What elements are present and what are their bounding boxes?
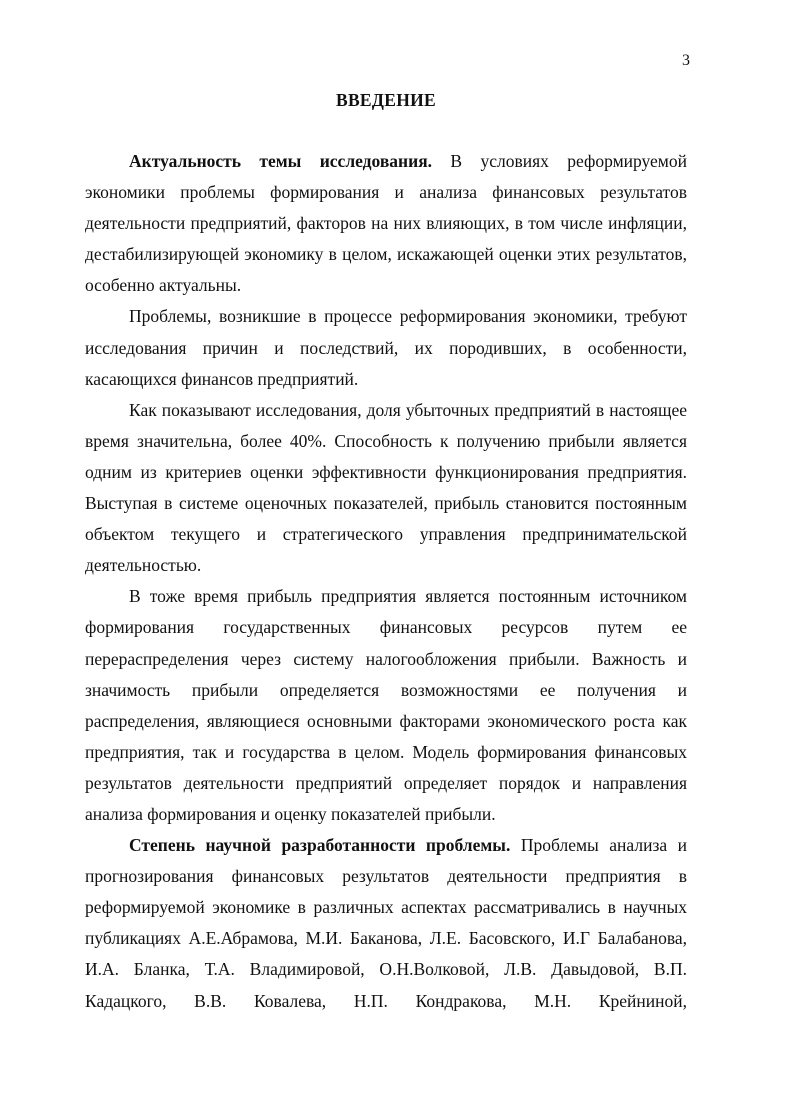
paragraph-text: Проблемы, возникшие в процессе реформирования экономики, требуют исследования причин и последствий, их породивших, в особенности, касающихся финансов предприятий. [85,306,687,389]
paragraph-text: В тоже время прибыль предприятия является постоянным источником формирования государственных финансовых ресурсов путем ее перераспределения через систему налогообложения прибыли. Важность и значимость прибыли определяется возможностями ее получения и распределения, являющиеся основными факторами экономического роста как предприятия, так и государства в целом. Модель формирования финансовых результатов деятельности предприятий определяет порядок и направления анализа формирования и оценку показателей прибыли. [85,586,687,824]
paragraph-lead: Степень научной разработанности проблемы. [129,835,511,856]
page-number: 3 [682,52,690,69]
paragraph-profit [85,581,687,830]
body-text [85,146,687,1017]
paragraph-lead: Актуальность темы исследования. [129,151,433,171]
paragraph-degree-of-study [85,830,687,1017]
page-title: ВВЕДЕНИЕ [335,90,437,110]
paragraph-text: Как показывают исследования, доля убыточных предприятий в настоящее время значительна, более 40%. Способность к получению прибыли является одним из критериев оценки эффективности функционирования предприятия. Выступая в системе оценочных показателей, прибыль становится постоянным объектом текущего и стратегического управления предпринимательской деятельностью. [85,399,687,576]
paragraph-research [85,395,687,582]
paragraph-problems [85,301,687,394]
paragraph-text: В условиях реформируемой экономики проблемы формирования и анализа финансовых результатов деятельности предприятий, факторов на них влияющих, в том числе инфляции, дестабилизирующей экономику в целом, искажающей оценки этих результатов, особенно актуальны. [85,151,687,296]
paragraph-text: Проблемы анализа и прогнозирования финансовых результатов деятельности предприятия в реформируемой экономике в различных аспектах рассматривались в научных публикациях А.Е.Абрамова, М.И. Баканова, Л.Е. Басовского, И.Г Балабанова, И.А. Бланка, Т.А. Владимировой, О.Н.Волковой, Л.В. Давыдовой, В.П. Кадацкого, В.В. Ковалева, Н.П. Кондракова, М.Н. Крейниной, [85,835,687,1011]
paragraph-relevance [85,146,687,301]
